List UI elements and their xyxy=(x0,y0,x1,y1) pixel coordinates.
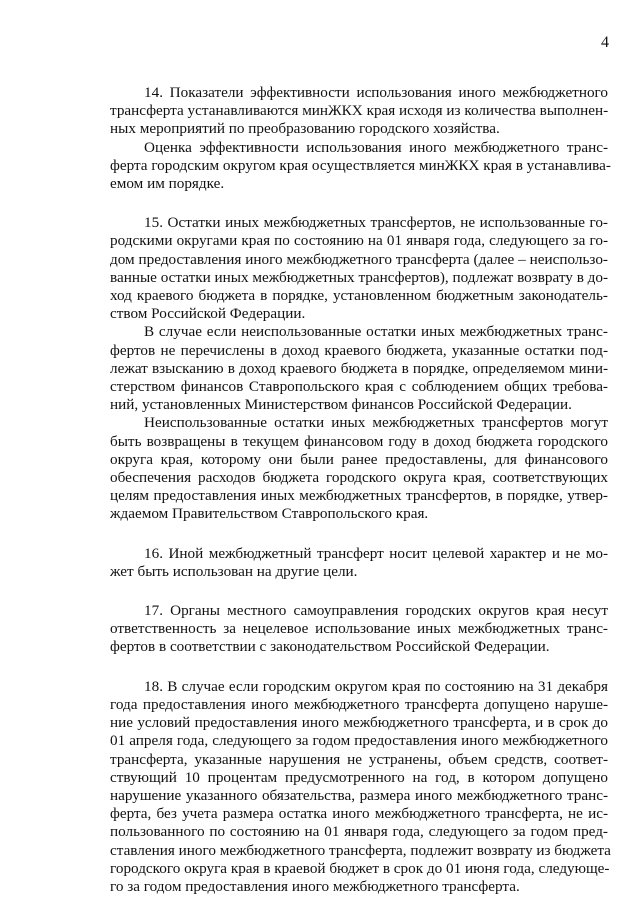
text-line: городского округа края в краевой бюджет в срок до 01 июня года, следующе- xyxy=(110,859,610,877)
text-line: ставления иного межбюджетного трансферта, подлежит возврату из бюджета xyxy=(110,841,611,859)
text-line: 01 апреля года, следующего за годом предоставления иного межбюджетного xyxy=(110,732,608,750)
text-line: ванные остатки иных межбюджетных трансфертов), подлежат возврату в до- xyxy=(110,268,609,286)
text-line: ход краевого бюджета в порядке, установленном бюджетным законодатель- xyxy=(110,287,608,305)
paragraph xyxy=(110,323,608,414)
paragraph xyxy=(110,214,608,323)
text-line: го за годом предоставления иного межбюджетного трансферта. xyxy=(110,877,520,895)
paragraph-gap xyxy=(110,581,608,602)
text-line: трансферта устанавливаются минЖКХ края исходя из количества выполнен- xyxy=(110,102,609,120)
text-line: В случае если неиспользованные остатки иных межбюджетных транс- xyxy=(144,323,608,341)
text-line: ных мероприятий по преобразованию городского хозяйства. xyxy=(110,120,500,138)
text-line: 18. В случае если городским округом края по состоянию на 31 декабря xyxy=(144,677,608,695)
paragraph xyxy=(110,138,611,194)
text-line: 14. Показатели эффективности использования иного межбюджетного xyxy=(144,84,608,101)
text-line: округа края, которому они были ранее предоставлены, для финансового xyxy=(110,450,608,468)
paragraph xyxy=(110,677,611,896)
text-line: трансферта, указанные нарушения не устранены, объем средств, соответ- xyxy=(110,750,608,768)
text-line: емом им порядке. xyxy=(110,175,225,193)
paragraph xyxy=(110,545,608,581)
text-line: Неиспользованные остатки иных межбюджетных трансфертов могут xyxy=(144,414,608,432)
paragraph-gap xyxy=(110,524,608,545)
text-line: ответственность за нецелевое использование иных межбюджетных транс- xyxy=(110,620,608,638)
text-line: ствующий 10 процентам предусмотренного на год, в котором допущено xyxy=(110,768,608,786)
text-line: ством Российской Федерации. xyxy=(110,305,306,323)
text-line: целям предоставления иных межбюджетных трансфертов, в порядке, утвер- xyxy=(110,487,608,505)
text-line: фертов не перечислены в доход краевого бюджета, указанные остатки под- xyxy=(110,341,608,359)
page-number: 4 xyxy=(601,34,609,51)
text-line: нарушение указанного обязательства, размера иного межбюджетного транс- xyxy=(110,786,608,804)
text-line: фертов в соответствии с законодательством Российской Федерации. xyxy=(110,638,550,656)
text-line: 16. Иной межбюджетный трансферт носит целевой характер и не мо- xyxy=(144,544,608,562)
text-line: стерством финансов Ставропольского края с соблюдением общих требова- xyxy=(110,378,608,396)
text-line: обеспечения расходов бюджета городского округа края, соответствующих xyxy=(110,469,608,487)
text-line: дом предоставления иного межбюджетного трансферта (далее – неиспользо- xyxy=(110,250,608,268)
text-line: Оценка эффективности использования иного межбюджетного транс- xyxy=(144,138,608,156)
paragraph-gap xyxy=(110,193,608,214)
paragraph xyxy=(110,602,608,657)
text-line: 15. Остатки иных межбюджетных трансфертов, не использованные го- xyxy=(144,214,608,232)
paragraph xyxy=(110,84,608,139)
text-line: ний, установленных Министерством финансов Российской Федерации. xyxy=(110,396,572,414)
text-line: ждаемом Правительством Ставропольского края. xyxy=(110,505,429,523)
paragraph-gap xyxy=(110,657,608,678)
text-line: ферта городским округом края осуществляется минЖКХ края в устанавлива- xyxy=(110,156,611,174)
document-body xyxy=(110,84,611,896)
text-line: ферта, без учета размера остатка иного межбюджетного трансферта, не ис- xyxy=(110,805,608,823)
paragraph xyxy=(110,414,608,523)
text-line: лежат взысканию в доход краевого бюджета в порядке, определяемом мини- xyxy=(110,359,608,377)
text-line: жет быть использован на другие цели. xyxy=(110,562,358,580)
text-line: 17. Органы местного самоуправления городских округов края несут xyxy=(144,602,608,620)
text-line: года предоставления иного межбюджетного трансферта допущено наруше- xyxy=(110,695,608,713)
text-line: быть возвращены в текущем финансовом году в доход бюджета городского xyxy=(110,432,608,450)
text-line: ние условий предоставления иного межбюджетного трансферта, и в срок до xyxy=(110,714,608,732)
text-line: родскими округами края по состоянию на 01 января года, следующего за го- xyxy=(110,232,608,250)
text-line: пользованного по состоянию на 01 января года, следующего за годом пред- xyxy=(110,823,608,841)
